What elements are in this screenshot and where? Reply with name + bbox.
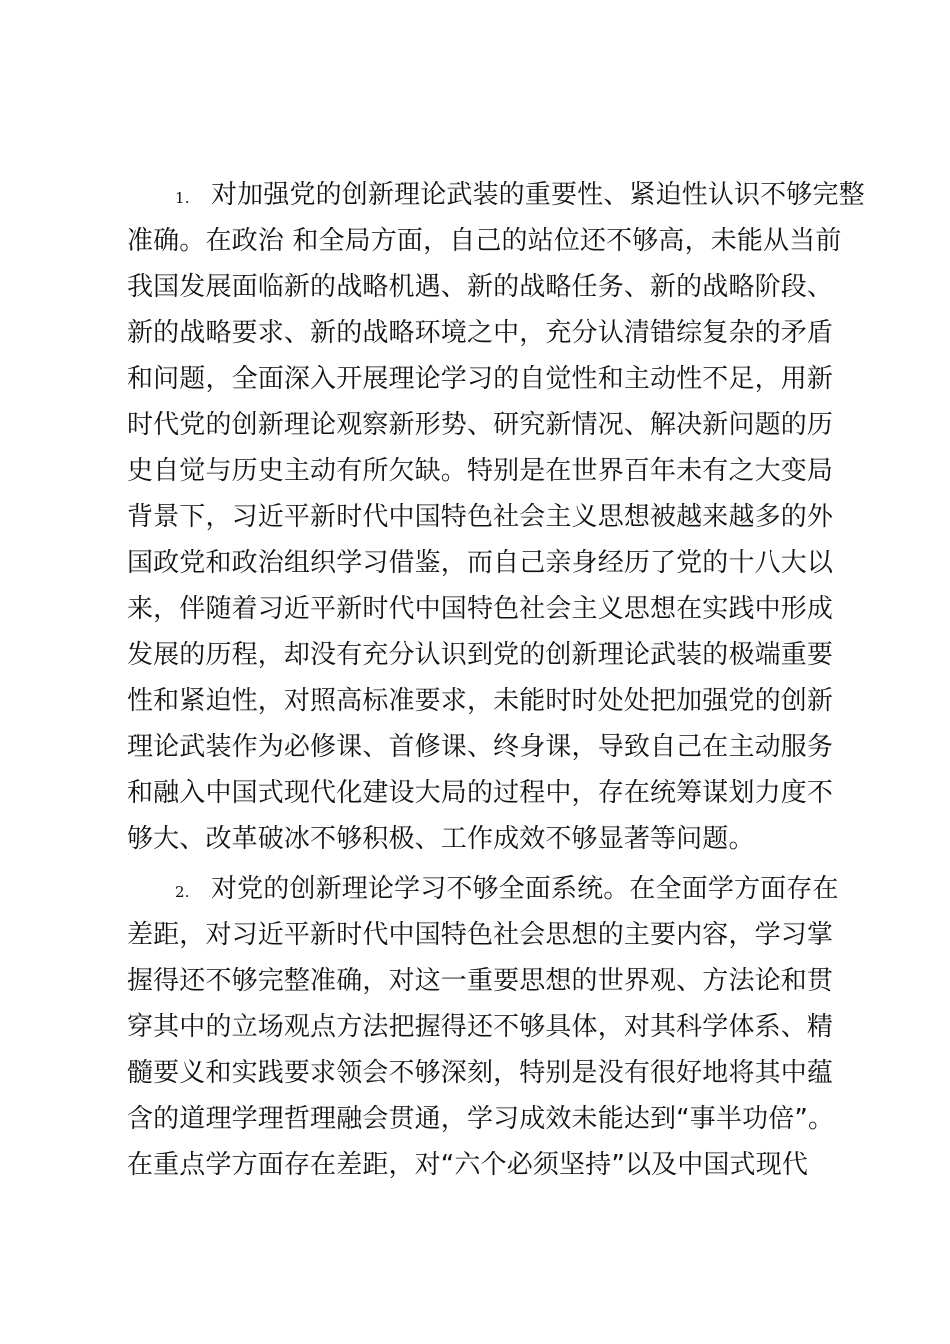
paragraph-line: 时代党的创新理论观察新形势、研究新情况、解决新问题的历 <box>127 410 834 440</box>
paragraph-line: 性和紧迫性，对照高标准要求，未能时时处处把加强党的创新 <box>127 686 834 716</box>
paragraph-line <box>127 172 865 218</box>
document-body <box>127 172 865 1188</box>
paragraph-line <box>127 866 837 912</box>
paragraph-line: 史自觉与历史主动有所欠缺。特别是在世界百年未有之大变局 <box>127 456 834 486</box>
paragraph-line: 和融入中国式现代化建设大局的过程中，存在统筹谋划力度不 <box>127 778 834 808</box>
paragraph-line: 新的战略要求、新的战略环境之中，充分认清错综复杂的矛盾 <box>127 318 834 348</box>
paragraph-line: 髓要义和实践要求领会不够深刻，特别是没有很好地将其中蕴 <box>127 1058 834 1088</box>
paragraph-line: 我国发展面临新的战略机遇、新的战略任务、新的战略阶段、 <box>127 272 834 302</box>
paragraph-line: 在重点学方面存在差距，对“六个必须坚持”以及中国式现代 <box>127 1150 808 1180</box>
paragraph-line: 背景下，习近平新时代中国特色社会主义思想被越来越多的外 <box>127 502 834 532</box>
paragraph-line: 发展的历程，却没有充分认识到党的创新理论武装的极端重要 <box>127 640 834 670</box>
paragraph-line: 和问题，全面深入开展理论学习的自觉性和主动性不足，用新 <box>127 364 834 394</box>
paragraph-line: 差距，对习近平新时代中国特色社会思想的主要内容，学习掌 <box>127 920 834 950</box>
paragraph-line: 够大、改革破冰不够积极、工作成效不够显著等问题。 <box>127 824 755 854</box>
paragraph-line: 含的道理学理哲理融会贯通，学习成效未能达到“事半功倍”。 <box>127 1104 835 1134</box>
paragraph-line: 理论武装作为必修课、首修课、终身课，导致自己在主动服务 <box>127 732 834 762</box>
paragraph-2 <box>127 866 837 1188</box>
paragraph-line: 握得还不够完整准确，对这一重要思想的世界观、方法论和贯 <box>127 966 834 996</box>
paragraph-line: 来，伴随着习近平新时代中国特色社会主义思想在实践中形成 <box>127 594 834 624</box>
paragraph-text: 对加强党的创新理论武装的重要性、紧迫性认识不够完整 <box>211 180 865 210</box>
paragraph-1 <box>127 172 865 862</box>
paragraph-line: 准确。在政治 和全局方面，自己的站位还不够高，未能从当前 <box>127 226 842 256</box>
paragraph-line: 国政党和政治组织学习借鉴，而自己亲身经历了党的十八大以 <box>127 548 834 578</box>
paragraph-number: 2. <box>175 883 190 901</box>
paragraph-text: 对党的创新理论学习不够全面系统。在全面学方面存在 <box>211 874 839 904</box>
paragraph-line: 穿其中的立场观点方法把握得还不够具体，对其科学体系、精 <box>127 1012 834 1042</box>
paragraph-number: 1. <box>175 189 190 207</box>
